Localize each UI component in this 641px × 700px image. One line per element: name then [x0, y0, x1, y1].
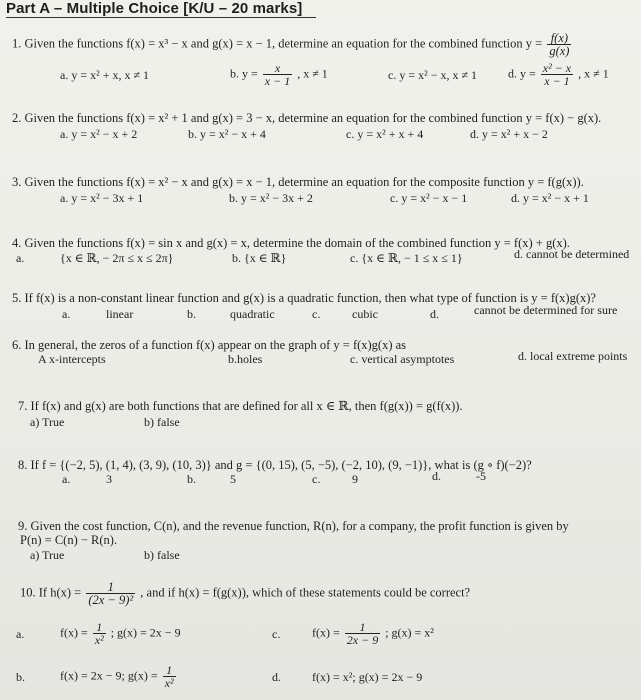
q4-option-c[interactable]: c. {x ∈ ℝ, − 1 ≤ x ≤ 1} [350, 251, 463, 265]
q10-option-b-label: b. [16, 670, 25, 684]
q1-option-c[interactable]: c. y = x² − x, x ≠ 1 [388, 68, 478, 82]
q5-option-b[interactable]: quadratic [230, 307, 275, 321]
option-fraction [263, 62, 292, 87]
q6-option-d[interactable]: d. local extreme points [518, 349, 628, 363]
option-suffix: ; g(x) = x² [385, 625, 434, 640]
q2-option-b[interactable]: b. y = x² − x + 4 [188, 127, 266, 141]
q5-option-d-label: d. [430, 307, 439, 321]
q8-option-b-label: b. [187, 472, 196, 486]
q4-option-a[interactable]: {x ∈ ℝ, − 2π ≤ x ≤ 2π} [60, 251, 174, 265]
fraction-denominator: x − 1 [544, 74, 570, 88]
option-suffix: ; g(x) = 2x − 9 [110, 625, 181, 640]
q6-option-b[interactable]: b.holes [228, 352, 263, 366]
question-2-text: 2. Given the functions f(x) = x² + 1 and g(x) = 3 − x, determine an equation for the combined function y = f(x) − g(x). [12, 111, 602, 125]
fraction-numerator: 1 [86, 581, 135, 594]
option-prefix: f(x) = [312, 625, 340, 640]
fraction-denominator: 2x − 9 [346, 633, 379, 647]
q8-option-d-label: d. [432, 469, 441, 483]
q4-option-a-label: a. [16, 251, 25, 265]
q8-option-a-label: a. [62, 472, 71, 486]
question-3-text: 3. Given the functions f(x) = x² − x and g(x) = x − 1, determine an equation for the composite function y = f(g(x)). [12, 175, 584, 189]
q5-option-c-label: c. [312, 307, 321, 321]
option-prefix: d. y = [508, 66, 536, 81]
question-7-text: 7. If f(x) and g(x) are both functions that are defined for all x ∈ ℝ, then f(g(x)) = g(f(x)). [18, 399, 463, 413]
q6-option-a[interactable]: A x-intercepts [38, 352, 106, 366]
option-fraction [163, 664, 176, 689]
section-title: Part A – Multiple Choice [K/U – 20 marks] [6, 0, 303, 17]
q8-option-d[interactable]: -5 [476, 469, 486, 483]
question-10-suffix: , and if h(x) = f(g(x)), which of these statements could be correct? [140, 585, 471, 600]
q8-option-c[interactable]: 9 [352, 472, 358, 486]
question-4-text: 4. Given the functions f(x) = sin x and g(x) = x, determine the domain of the combined function y = f(x) + g(x). [12, 236, 570, 250]
q10-option-d[interactable]: f(x) = x²; g(x) = 2x − 9 [312, 670, 423, 684]
question-10-fraction [86, 581, 135, 606]
q10-option-d-label: d. [272, 670, 281, 684]
fraction-denominator: (2x − 9)² [88, 593, 134, 607]
fraction-denominator: x² [94, 633, 104, 647]
q9-option-b[interactable]: b) false [144, 548, 180, 562]
q5-option-a-label: a. [62, 307, 71, 321]
q1-option-a[interactable]: a. y = x² + x, x ≠ 1 [60, 68, 150, 82]
q1-option-d[interactable] [508, 62, 609, 87]
q8-option-b[interactable]: 5 [230, 472, 236, 486]
fraction-numerator: 1 [345, 621, 380, 634]
q3-option-c[interactable]: c. y = x² − x − 1 [390, 191, 468, 205]
q10-option-b[interactable] [60, 664, 178, 689]
q5-option-b-label: b. [187, 307, 196, 321]
question-1-text: 1. Given the functions f(x) = x³ − x and g(x) = x − 1, determine an equation for the combined function y = [12, 36, 543, 51]
option-suffix: , x ≠ 1 [578, 66, 609, 81]
fraction-denominator: x − 1 [264, 74, 291, 88]
question-1 [12, 32, 573, 57]
q10-option-c-label: c. [272, 627, 281, 641]
fraction-numerator: x [263, 62, 292, 75]
fraction-denominator: g(x) [549, 44, 570, 58]
option-fraction [541, 62, 573, 87]
question-9-text-cont: P(n) = C(n) − R(n). [20, 533, 118, 547]
fraction-numerator: x² − x [542, 61, 572, 75]
q8-option-c-label: c. [312, 472, 321, 486]
q2-option-a[interactable]: a. y = x² − x + 2 [60, 127, 138, 141]
q10-option-c[interactable] [312, 621, 434, 646]
q5-option-d[interactable]: cannot be determined for sure [474, 303, 618, 317]
option-suffix: , x ≠ 1 [297, 66, 328, 81]
question-1-fraction [547, 32, 571, 57]
q7-option-b[interactable]: b) false [144, 415, 180, 429]
q5-option-c[interactable]: cubic [352, 307, 378, 321]
title-underline [6, 17, 316, 18]
q4-option-d[interactable]: d. cannot be determined [514, 247, 630, 261]
option-fraction [93, 621, 106, 646]
q9-option-a[interactable]: a) True [30, 548, 65, 562]
question-10-prefix: 10. If h(x) = [20, 585, 82, 600]
question-5-text: 5. If f(x) is a non-constant linear function and g(x) is a quadratic function, then what type of function is y = f(x)g(x)? [12, 291, 596, 305]
q10-option-a-label: a. [16, 627, 25, 641]
option-fraction [345, 621, 380, 646]
question-9-text: 9. Given the cost function, C(n), and the revenue function, R(n), for a company, the profit function is given by [18, 519, 569, 533]
q2-option-d[interactable]: d. y = x² + x − 2 [470, 127, 548, 141]
q10-option-a[interactable] [60, 621, 181, 646]
q7-option-a[interactable]: a) True [30, 415, 65, 429]
fraction-denominator: x² [164, 676, 174, 690]
option-prefix: f(x) = 2x − 9; g(x) = [60, 668, 158, 683]
q3-option-b[interactable]: b. y = x² − 3x + 2 [229, 191, 313, 205]
q3-option-a[interactable]: a. y = x² − 3x + 1 [60, 191, 144, 205]
option-prefix: f(x) = [60, 625, 88, 640]
fraction-numerator: f(x) [547, 32, 571, 45]
q5-option-a[interactable]: linear [106, 307, 134, 321]
q2-option-c[interactable]: c. y = x² + x + 4 [346, 127, 424, 141]
question-8-text: 8. If f = {(−2, 5), (1, 4), (3, 9), (10, 3)} and g = {(0, 15), (5, −5), (−2, 10), (9, −1)}, what is (g ∘ f)(−2)? [18, 458, 532, 472]
option-prefix: b. y = [230, 66, 258, 81]
question-10 [20, 581, 470, 606]
q1-option-b[interactable] [230, 62, 328, 87]
q3-option-d[interactable]: d. y = x² − x + 1 [511, 191, 589, 205]
question-6-text: 6. In general, the zeros of a function f(x) appear on the graph of y = f(x)g(x) as [12, 338, 407, 352]
fraction-numerator: 1 [163, 664, 176, 677]
fraction-numerator: 1 [93, 621, 106, 634]
q8-option-a[interactable]: 3 [106, 472, 112, 486]
q6-option-c[interactable]: c. vertical asymptotes [350, 352, 455, 366]
q4-option-b[interactable]: b. {x ∈ ℝ} [232, 251, 287, 265]
